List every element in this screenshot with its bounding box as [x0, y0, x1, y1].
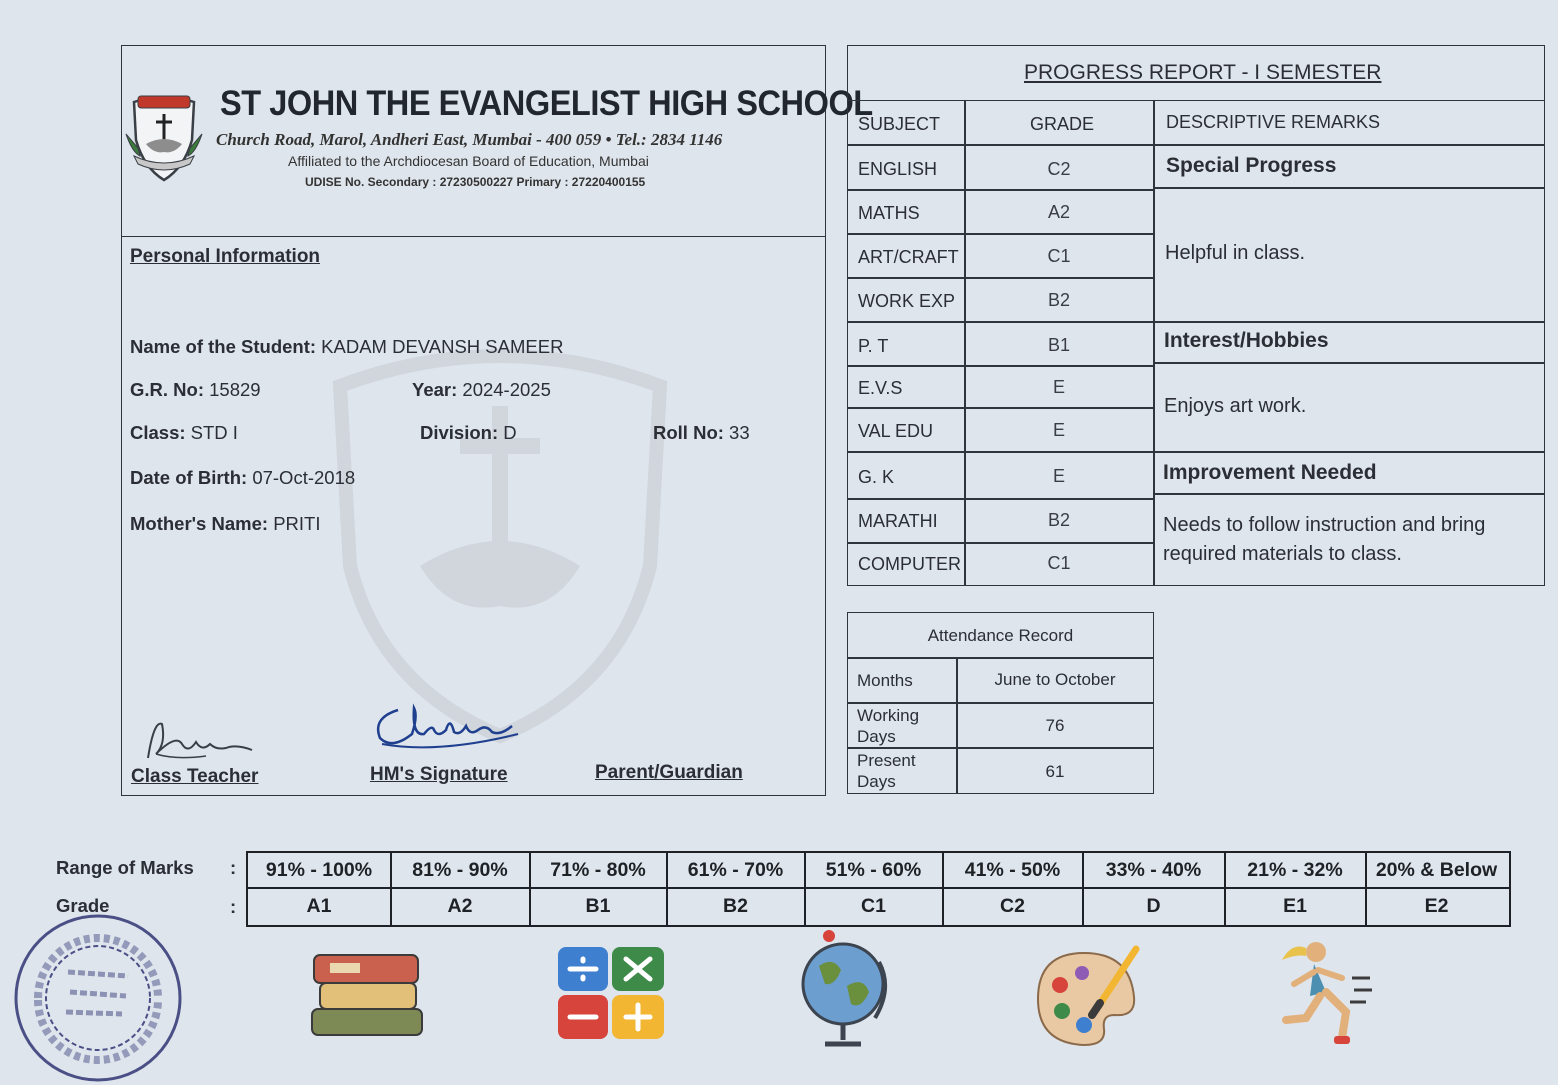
subject-grade: E	[1052, 466, 1065, 486]
school-header	[122, 46, 873, 237]
class-value: STD I	[190, 422, 238, 443]
range-cell: 71% - 80%	[550, 859, 646, 881]
division-field	[420, 422, 517, 444]
subject-name: G. K	[858, 467, 895, 487]
globe-icon	[795, 926, 895, 1052]
improvement-needed-remark: Needs to follow instruction and bring required materials to class.	[1163, 514, 1486, 565]
year-field	[412, 379, 551, 401]
runner-icon	[1276, 938, 1376, 1054]
math-operations-icon	[556, 945, 666, 1041]
improvement-needed-heading: Improvement Needed	[1163, 461, 1377, 484]
subject-name: ART/CRAFT	[858, 247, 959, 267]
working-days-value: 76	[1045, 716, 1065, 735]
class-field	[130, 422, 238, 444]
subject-grade: E	[1052, 377, 1065, 397]
range-cell: 20% & Below	[1375, 859, 1498, 881]
subject-name: ENGLISH	[858, 159, 938, 179]
subject-grade: C1	[1047, 246, 1071, 266]
range-of-marks-label: Range of Marks	[56, 857, 194, 878]
school-affiliation: Affiliated to the Archdiocesan Board of Education, Mumbai	[288, 153, 649, 169]
dob-label: Date of Birth:	[130, 467, 248, 488]
student-name-field	[130, 336, 563, 358]
interest-hobbies-heading: Interest/Hobbies	[1164, 329, 1329, 352]
grade-label: Grade	[56, 895, 110, 916]
student-name-label: Name of the Student:	[130, 336, 317, 357]
range-cell: 81% - 90%	[412, 859, 508, 881]
subject-name: MARATHI	[858, 511, 938, 531]
gr-number-field	[130, 379, 261, 401]
interest-hobbies-remark: Enjoys art work.	[1164, 395, 1307, 417]
parent-guardian-signature-label: Parent/Guardian	[595, 762, 743, 783]
roll-number-field	[653, 422, 750, 444]
grade-cell: B1	[585, 895, 611, 917]
student-name-value: KADAM DEVANSH SAMEER	[321, 336, 564, 357]
subject-name: E.V.S	[858, 378, 903, 398]
attendance-record-table	[847, 612, 1154, 794]
class-teacher-signature-icon	[136, 714, 256, 766]
subject-grade: E	[1052, 420, 1065, 440]
subject-name: VAL EDU	[858, 421, 934, 441]
student-info-panel	[121, 45, 873, 796]
subject-grade: B1	[1047, 335, 1071, 355]
grade-cell: B2	[723, 895, 748, 917]
grade-scale-table	[246, 851, 1511, 927]
special-progress-remark: Helpful in class.	[1165, 242, 1306, 264]
division-value: D	[503, 422, 517, 443]
range-colon: :	[230, 857, 237, 878]
mother-name-field	[130, 513, 320, 535]
school-stamp-icon	[8, 910, 188, 1085]
gr-number-label: G.R. No:	[130, 379, 204, 400]
hm-signature-label: HM's Signature	[370, 764, 508, 785]
subject-name: MATHS	[858, 203, 920, 223]
subject-name: COMPUTER	[858, 554, 961, 574]
books-icon	[300, 945, 435, 1045]
grade-cell: A1	[306, 895, 332, 917]
range-cell: 61% - 70%	[687, 859, 784, 881]
months-value: June to October	[994, 670, 1116, 689]
school-address: Church Road, Marol, Andheri East, Mumbai - 400 059 • Tel.: 2834 1146	[216, 130, 723, 149]
present-days-label: Present Days	[857, 751, 916, 791]
range-cell: 33% - 40%	[1105, 859, 1202, 881]
report-title-row	[848, 46, 1544, 101]
remarks-column-header: DESCRIPTIVE REMARKS	[1166, 112, 1381, 132]
present-days-value: 61	[1045, 762, 1065, 781]
months-label: Months	[857, 671, 913, 690]
grade-column-header: GRADE	[1030, 114, 1095, 134]
grade-colon: :	[230, 896, 237, 917]
class-label: Class:	[130, 422, 186, 443]
class-teacher-signature-label: Class Teacher	[131, 766, 259, 787]
range-cell: 21% - 32%	[1247, 859, 1343, 881]
special-progress-heading: Special Progress	[1166, 154, 1337, 177]
grade-cell: D	[1146, 895, 1161, 917]
roll-number-label: Roll No:	[653, 422, 724, 443]
dob-value: 07-Oct-2018	[252, 467, 356, 488]
working-days-label: Working Days	[857, 706, 920, 746]
grade-cell: C1	[861, 895, 886, 917]
grade-cell: E2	[1424, 895, 1449, 917]
grade-cell: C2	[1000, 895, 1025, 917]
hm-signature-icon	[368, 696, 528, 760]
range-cell: 41% - 50%	[964, 859, 1061, 881]
roll-number-value: 33	[729, 422, 750, 443]
subject-grade: A2	[1047, 202, 1071, 222]
subject-name: WORK EXP	[858, 291, 956, 311]
school-name: ST JOHN THE EVANGELIST HIGH SCHOOL	[220, 84, 873, 123]
udise-number: UDISE No. Secondary : 27230500227 Primary : 27220400155	[305, 175, 646, 189]
range-cell: 91% - 100%	[265, 859, 373, 881]
subject-column-header: SUBJECT	[858, 114, 941, 134]
paint-palette-icon	[1032, 945, 1142, 1051]
grade-cell: E1	[1283, 895, 1307, 917]
progress-report-table	[847, 45, 1545, 586]
attendance-title: Attendance Record	[927, 626, 1074, 645]
subject-grade: B2	[1047, 510, 1071, 530]
personal-info-heading: Personal Information	[130, 246, 321, 267]
subject-name: P. T	[858, 336, 889, 356]
report-title: PROGRESS REPORT - I SEMESTER	[1024, 61, 1382, 84]
gr-number-value: 15829	[209, 379, 261, 400]
division-label: Division:	[420, 422, 499, 443]
range-cell: 51% - 60%	[825, 859, 922, 881]
subject-grade: C2	[1047, 159, 1071, 179]
dob-field	[130, 467, 355, 489]
subject-grade: C1	[1047, 553, 1071, 573]
school-crest-icon	[124, 90, 204, 184]
year-label: Year:	[412, 379, 458, 400]
mother-name-label: Mother's Name:	[130, 513, 269, 534]
year-value: 2024-2025	[462, 379, 551, 400]
subject-grade: B2	[1047, 290, 1071, 310]
mother-name-value: PRITI	[273, 513, 321, 534]
grade-cell: A2	[447, 895, 473, 917]
